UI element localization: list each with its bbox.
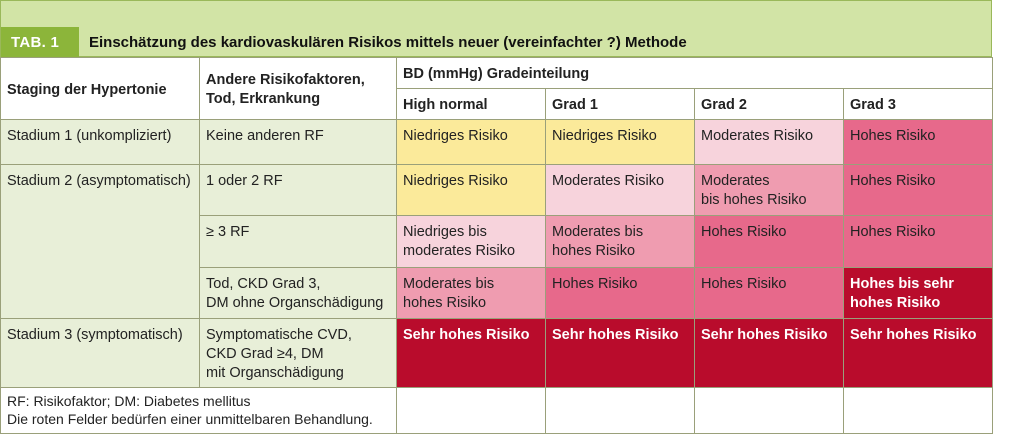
factors-cell: 1 oder 2 RF <box>200 165 397 216</box>
risk-cell: Moderates bis hohes Risiko <box>546 216 695 268</box>
col-header-staging: Staging der Hypertonie <box>1 58 200 120</box>
table-row <box>1 120 993 165</box>
risk-cell: Hohes Risiko <box>844 120 993 165</box>
risk-cell: Sehr hohes Risiko <box>844 319 993 388</box>
col-header-bd: BD (mmHg) Gradeinteilung <box>397 58 993 89</box>
col-header-grade: Grad 1 <box>546 89 695 120</box>
empty-cell <box>397 388 546 434</box>
stage-cell: Stadium 2 (asymptomatisch) <box>1 165 200 319</box>
factors-cell: ≥ 3 RF <box>200 216 397 268</box>
risk-cell: Sehr hohes Risiko <box>397 319 546 388</box>
risk-cell: Hohes Risiko <box>695 268 844 319</box>
col-header-grade: Grad 3 <box>844 89 993 120</box>
risk-cell: Moderates Risiko <box>695 120 844 165</box>
factors-cell: Keine anderen RF <box>200 120 397 165</box>
risk-cell: Niedriges Risiko <box>397 120 546 165</box>
risk-cell: Hohes Risiko <box>695 216 844 268</box>
stage-cell: Stadium 3 (symptomatisch) <box>1 319 200 388</box>
empty-cell <box>695 388 844 434</box>
empty-cell <box>546 388 695 434</box>
risk-cell: Moderates bis hohes Risiko <box>397 268 546 319</box>
risk-cell: Hohes bis sehr hohes Risiko <box>844 268 993 319</box>
col-header-grade: Grad 2 <box>695 89 844 120</box>
risk-table <box>0 57 993 434</box>
risk-cell: Moderates bis hohes Risiko <box>695 165 844 216</box>
table-title: Einschätzung des kardiovaskulären Risikos mittels neuer (vereinfachter ?) Methode <box>89 34 687 51</box>
empty-cell <box>844 388 993 434</box>
factors-cell: Tod, CKD Grad 3, DM ohne Organschädigung <box>200 268 397 319</box>
risk-cell: Sehr hohes Risiko <box>546 319 695 388</box>
stage-cell: Stadium 1 (unkompliziert) <box>1 120 200 165</box>
table-header-bar <box>0 0 992 57</box>
risk-cell: Hohes Risiko <box>844 165 993 216</box>
risk-cell: Hohes Risiko <box>844 216 993 268</box>
risk-cell: Sehr hohes Risiko <box>695 319 844 388</box>
risk-cell: Niedriges Risiko <box>546 120 695 165</box>
table-row <box>1 319 993 388</box>
col-header-grade: High normal <box>397 89 546 120</box>
col-header-other-factors: Andere Risikofaktoren, Tod, Erkrankung <box>200 58 397 120</box>
risk-cell: Niedriges bis moderates Risiko <box>397 216 546 268</box>
factors-cell: Symptomatische CVD, CKD Grad ≥4, DM mit Organschädigung <box>200 319 397 388</box>
footnote: RF: Risikofaktor; DM: Diabetes mellitus Die roten Felder bedürfen einer unmittelbaren Behandlung. <box>1 388 397 434</box>
risk-cell: Niedriges Risiko <box>397 165 546 216</box>
table-badge: TAB. 1 <box>1 27 79 58</box>
risk-cell: Hohes Risiko <box>546 268 695 319</box>
table-row <box>1 165 993 216</box>
footnote-row <box>1 388 993 434</box>
risk-cell: Moderates Risiko <box>546 165 695 216</box>
